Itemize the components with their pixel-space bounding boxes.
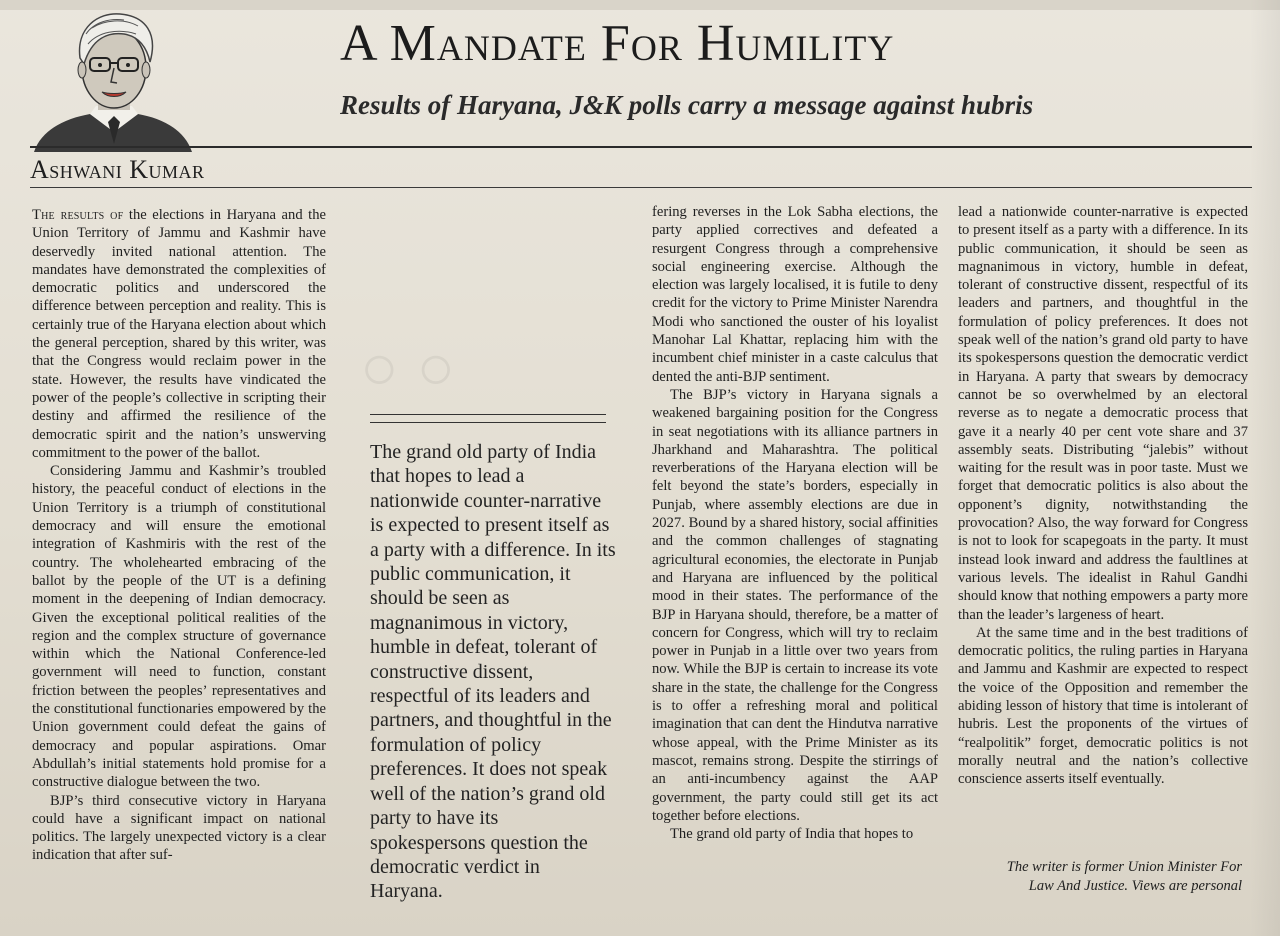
lead-in: The results of xyxy=(32,207,124,223)
article-column-3 xyxy=(652,203,938,903)
author-portrait-icon xyxy=(28,4,200,152)
bleed-through-decoration: ○ ○ xyxy=(360,331,456,403)
subheadline: Results of Haryana, J&K polls carry a message against hubris xyxy=(340,90,1034,120)
pullquote: The grand old party of India that hopes to lead a nationwide counter-narrative is expected to present itself as a party with a difference. In its public communication, it should be seen as magnanimous in victory, humble in defeat, tolerant of constructive dissent, respectful of its leaders and partners, and thoughtful in the formulation of policy preferences. It does not speak well of the nation’s grand old party to have its spokespersons question the democratic verdict in Haryana. xyxy=(370,441,616,903)
article-column-4 xyxy=(958,203,1248,843)
paragraph: The grand old party of India that hopes to xyxy=(670,826,914,843)
byline-rule xyxy=(30,187,1252,188)
paragraph: At the same time and in the best traditions of democratic politics, the ruling parties in Haryana and Jammu and Kashmir are expected to respect the voice of the Opposition and remember the abiding lesson of history that time is intolerant of hubris. Lest the proponents of the virtues of “realpolitik” forget, democratic politics is not morally neutral and the nation’s collective conscience asserts itself eventually. xyxy=(958,624,1248,788)
paragraph: fering reverses in the Lok Sabha elections, the party applied correctives and defeated a resurgent Congress through a comprehensive social engineering exercise. Although the election was largely localised, it is futile to deny credit for the victory to Prime Minister Narendra Modi who sanctioned the ouster of his loyalist Manohar Lal Khattar, replacing him with the incumbent chief minister in a caste calculus that dented the anti-BJP sentiment. xyxy=(652,204,938,385)
pullquote-rule xyxy=(370,414,606,423)
paragraph xyxy=(32,206,326,462)
paragraph: lead a nationwide counter-narrative is expected to present itself as a party with a difference. In its public communication, it should be seen as magnanimous in victory, humble in defeat, tolerant of constructive dissent, respectful of its leaders and partners, and thoughtful in the formulation of policy preferences. It does not speak well of the nation’s grand old party to have its spokespersons question the democratic verdict in Haryana. A party that swears by democracy cannot be so overwhelmed by an electoral reverse as to negate a democratic process that gave it a nearly 40 per cent vote share and 37 assembly seats. Distributing “jalebis” without waiting for the result was in poor taste. Must we forget that democratic politics is also about the opponent’s dignity, notwithstanding the provocation? Also, the way forward for Congress is not to look for scapegoats in the party. It must instead look inward and address the faultlines at various levels. The idealist in Rahul Gandhi should know that nothing empowers a party more than the leader’s largeness of heart. xyxy=(958,204,1248,623)
credit-line: Law And Justice. Views are personal xyxy=(1028,878,1242,894)
author-credit xyxy=(958,858,1242,896)
page-edge-shadow xyxy=(1250,0,1280,936)
header-rule xyxy=(30,146,1252,148)
byline: Ashwani Kumar xyxy=(30,155,205,184)
credit-line: The writer is former Union Minister For xyxy=(1006,859,1242,875)
paragraph: Considering Jammu and Kashmir’s troubled history, the peaceful conduct of elections in the Union Territory is a triumph of constitutional democracy and will ensure the emotional integration of Kashmiris with the rest of the country. The wholehearted embracing of the ballot by the people of the UT is a defining moment in the deepening of Indian democracy. Given the exceptional political realities of the region and the complex structure of governance within which the National Conference-led government will need to function, constant friction between the peoples’ representatives and the constitutional functionaries empowered by the Union government could defeat the gains of democracy and popular aspirations. Omar Abdullah’s initial statements hold promise for a constructive dialogue between the two. xyxy=(32,463,326,791)
paragraph: BJP’s third consecutive victory in Haryana could have a significant impact on national politics. The largely unexpected victory is a clear indication that after suf- xyxy=(32,792,326,864)
headline: A Mandate For Humility xyxy=(340,15,895,72)
paragraph-text: the elections in Haryana and the Union Territory of Jammu and Kashmir have deservedly invited national attention. The mandates have demonstrated the complexities of democratic politics and underscored the difference between perception and reality. This is certainly true of the Haryana election about which the general perception, shared by this writer, was that the Congress would reclaim power in the state. However, the results have vindicated the power of the people’s collective in scripting their destiny and affirmed the resilience of the democratic spirit and the nation’s unswerving commitment to the power of the ballot. xyxy=(32,207,326,461)
article-column-1 xyxy=(32,206,326,906)
paragraph: The BJP’s victory in Haryana signals a weakened bargaining position for the Congress in seat negotiations with its alliance partners in Jharkhand and Maharashtra. The political reverberations of the Haryana election will be felt beyond the state’s borders, especially in Punjab, where assembly elections are due in 2027. Bound by a shared history, social affinities and the common challenges of stagnating agricultural economies, the electorate in Punjab and Haryana are influenced by the political mood in their states. The performance of the BJP in Haryana should, therefore, be a matter of concern for Congress, which will try to reclaim power in Punjab in a little over two years from now. While the BJP is certain to increase its vote share in the state, the challenge for the Congress is to offer a refreshing moral and political imagination that can dent the Hindutva narrative whose appeal, with the Prime Minister as its mascot, remains strong. Despite the stirrings of an anti-incumbency against the AAP government, the party could still get its act together before elections. xyxy=(652,386,938,824)
